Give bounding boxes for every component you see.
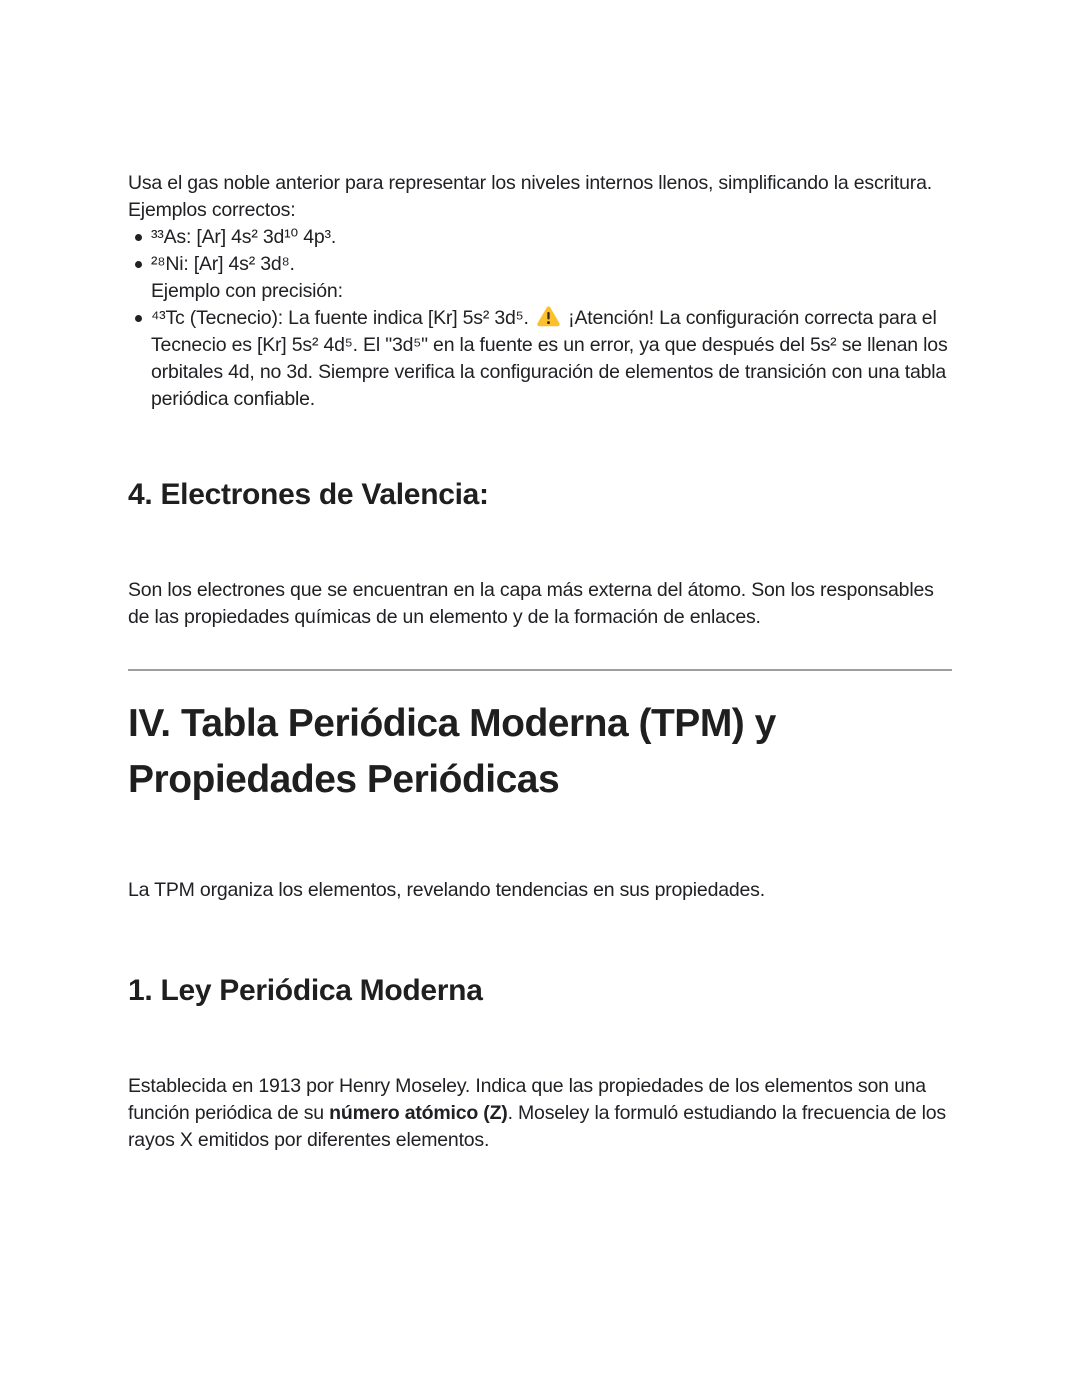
- valence-section-heading: 4. Electrones de Valencia:: [128, 478, 489, 511]
- valence-paragraph: Son los electrones que se encuentran en la capa más externa del átomo. Son los responsables de las propiedades químicas de un elemento y de la formación de enlaces.: [128, 579, 934, 628]
- document-content: [128, 0, 952, 1154]
- list-item-nickel: [128, 251, 952, 278]
- ley-paragraph-start: Establecida en 1913 por Henry Moseley. Indica que las propiedades de los elementos son una función periódica de su: [128, 1075, 926, 1124]
- list-item-technetium: [128, 305, 952, 413]
- bullet-dot-icon: [135, 234, 142, 241]
- ley-paragraph: [128, 1073, 952, 1154]
- intro-paragraph: Usa el gas noble anterior para representar los niveles internos llenos, simplificando la escritura.: [128, 172, 932, 194]
- list-item-arsenic: [128, 224, 952, 251]
- ley-section-heading: 1. Ley Periódica Moderna: [128, 974, 483, 1007]
- atomic-number-bold-text: número atómico (Z): [329, 1102, 508, 1124]
- examples-label: Ejemplos correctos:: [128, 199, 296, 221]
- horizontal-divider: [128, 669, 952, 671]
- list-item-text-before-warning: ⁴³Tc (Tecnecio): La fuente indica [Kr] 5s² 3d⁵.: [151, 307, 534, 329]
- tpm-paragraph: La TPM organiza los elementos, revelando tendencias en sus propiedades.: [128, 879, 765, 901]
- precision-example-label: Ejemplo con precisión:: [151, 280, 343, 302]
- examples-bullet-list: [128, 224, 952, 413]
- warning-triangle-icon: [537, 306, 560, 327]
- list-item-text: ³³As: [Ar] 4s² 3d¹⁰ 4p³.: [151, 226, 337, 248]
- ley-paragraph-end: . Moseley la formuló estudiando la frecuencia de los rayos X emitidos por diferentes elementos.: [128, 1102, 946, 1151]
- bullet-dot-icon: [135, 261, 142, 268]
- tpm-section-heading: IV. Tabla Periódica Moderna (TPM) y Propiedades Periódicas: [128, 702, 776, 801]
- list-item-text-after-warning: ¡Atención! La configuración correcta para el Tecnecio es [Kr] 5s² 4d⁵. El "3d⁵" en la fuente es un error, ya que después del 5s² se llenan los orbitales 4d, no 3d. Siempre verifica la configuración de elementos de transición con una tabla periódica confiable.: [151, 307, 948, 410]
- bullet-dot-icon: [135, 315, 142, 322]
- list-item-text: ²⁸Ni: [Ar] 4s² 3d⁸.: [151, 253, 295, 275]
